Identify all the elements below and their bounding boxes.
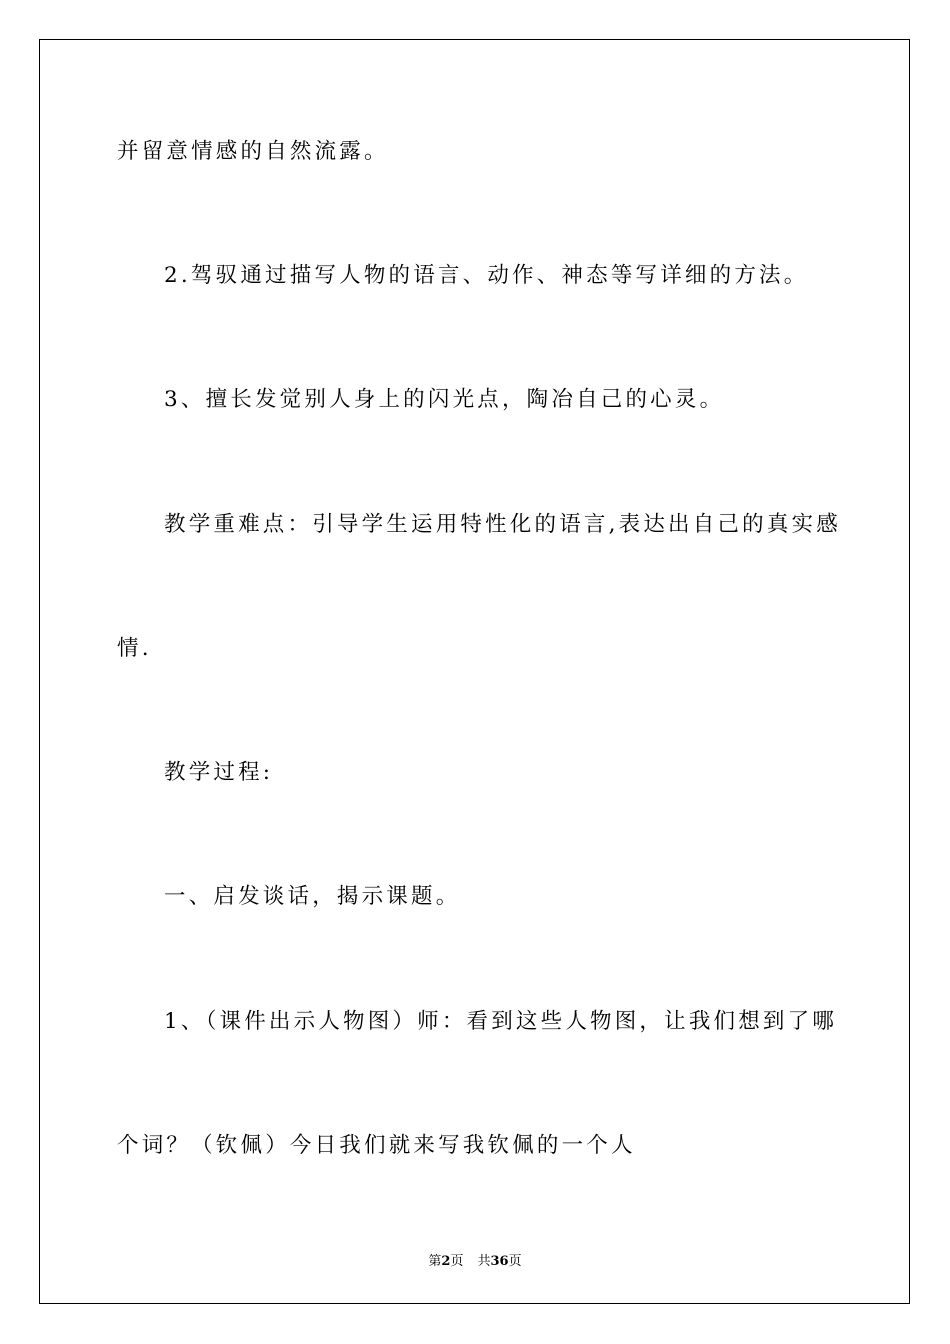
text-line-4: 教学重难点：引导学生运用特性化的语言,表达出自己的真实感	[164, 512, 841, 537]
text-line-5: 情.	[117, 636, 152, 661]
page-frame	[39, 39, 910, 1304]
text-line-9: 个词？（钦佩）今日我们就来写我钦佩的一个人	[117, 1133, 636, 1158]
footer-page-suffix: 页	[450, 1254, 464, 1269]
footer-total-pages: 36	[490, 1254, 509, 1269]
text-line-7: 一、启发谈话，揭示课题。	[164, 884, 461, 909]
text-line-1: 并留意情感的自然流露。	[117, 139, 389, 164]
text-line-3: 3、擅长发觉别人身上的闪光点，陶冶自己的心灵。	[164, 387, 725, 412]
footer-page-prefix: 第	[428, 1254, 442, 1269]
text-line-6: 教学过程:	[164, 760, 274, 785]
text-line-8: 1、（课件出示人物图）师：看到这些人物图，让我们想到了哪	[164, 1009, 838, 1034]
text-line-2: 2.驾驭通过描写人物的语言、动作、神态等写详细的方法。	[164, 263, 809, 288]
page-footer	[0, 1250, 950, 1269]
footer-total-prefix: 共	[477, 1254, 491, 1269]
footer-total-suffix: 页	[508, 1254, 522, 1269]
footer-page-number: 2	[441, 1254, 451, 1269]
